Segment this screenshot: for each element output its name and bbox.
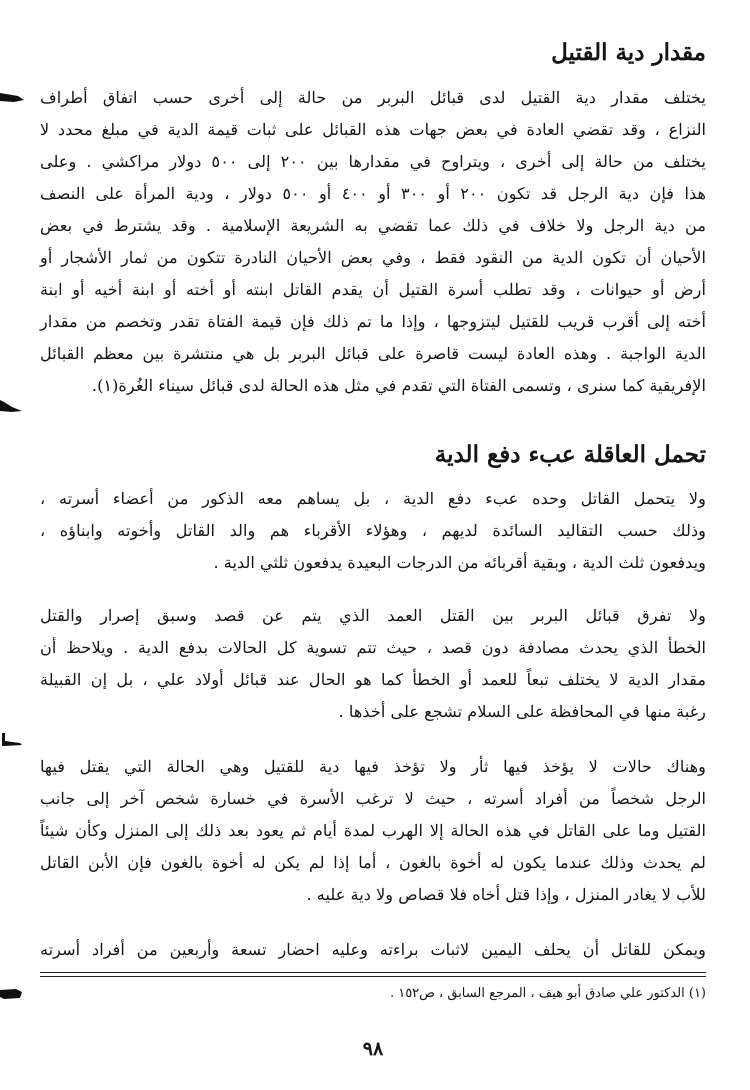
- footnote: (١) الدكتور علي صادق أبو هيف ، المرجع السابق ، ص١٥٢ .: [389, 986, 706, 1001]
- text-line: أخته إلى أقرب قريب للقتيل ليتزوجها ، وإذا ما تم ذلك فإن قيمة الفتاة تقدر وتخصم من مقدار: [40, 312, 706, 331]
- section-heading-aqila-burden: تحمل العاقلة عبء دفع الدية: [434, 441, 706, 468]
- text-line: أرض أو حيوانات ، وقد تطلب أسرة القتيل أن يقدم القاتل ابنته أو أخته أو ابنة أخيه أو ابنة: [40, 280, 706, 299]
- paragraph-diya-amount: [40, 82, 706, 402]
- text-line: الأحيان أن تكون الدية من النقود فقط ، وفي بعض الأحيان النادرة تتكون من ثمار الأشجار أو: [40, 248, 706, 267]
- text-line: لم يحدث وذلك عندما يكون له أخوة بالغون ، أما إذا لم يكن له أخوة بالغون فإن الأبن القاتل: [40, 853, 706, 872]
- scan-binding-mark: [0, 733, 24, 749]
- text-line: يختلف من حالة إلى أخرى ، ويتراوح في مقدارها بين ٢٠٠ إلى ٥٠٠ دولار مراكشي . وعلى: [40, 152, 706, 171]
- text-line: الخطأ الذي يحدث مصادفة دون قصد ، حيث تتم تسوية كل الحالات بدفع الدية . ويلاحظ أن: [40, 638, 706, 657]
- paragraph-exceptions: [40, 751, 706, 911]
- footnote-divider-thin: [40, 976, 706, 977]
- section-heading-diya-amount: مقدار دية القتيل: [551, 39, 706, 66]
- text-line: ويدفعون ثلث الدية ، وبقية أقربائه من الدرجات البعيدة يدفعون ثلثي الدية .: [213, 553, 706, 572]
- text-line: رغبة منها في المحافظة على السلام تشجع على أخذها .: [338, 702, 706, 721]
- text-line: ولا تفرق قبائل البربر بين القتل العمد الذي يتم عن قصد وسبق إصرار والقتل: [40, 606, 706, 625]
- text-line: الرجل شخصاً من أفراد أسرته ، حيث لا ترغب الأسرة في خسارة شخص آخر إلى جانب: [40, 789, 706, 808]
- text-line: وهناك حالات لا يؤخذ فيها ثأر ولا تؤخذ فيها دية للقتيل وهي الحالة التي يقتل فيها: [40, 757, 706, 776]
- text-line: يختلف مقدار دية القتيل لدى قبائل البربر من حالة إلى أخرى حسب اتفاق أطراف: [40, 88, 706, 107]
- paragraph-intent: [40, 600, 706, 728]
- text-line: الإفريقية كما سنرى ، وتسمى الفتاة التي تقدم في مثل هذه الحالة لدى قبائل سيناء الغُرة(١).: [91, 376, 706, 395]
- footnote-divider: [40, 972, 706, 973]
- paragraph-aqila: [40, 483, 706, 579]
- paragraph-oath: [40, 934, 706, 966]
- page-number: ٩٨: [362, 1038, 384, 1060]
- scan-binding-mark: [0, 398, 24, 414]
- text-line: الدية الواجبة . وهذه العادة ليست قاصرة على قبائل البربر بل هي منتشرة بين معظم القبائل: [40, 344, 706, 363]
- text-line: ولا يتحمل القاتل وحده عبء دفع الدية ، بل يساهم معه الذكور من أعضاء أسرته ،: [40, 489, 706, 508]
- scan-binding-mark: [0, 90, 24, 106]
- text-line: القتيل وما على القاتل في هذه الحالة إلا الهرب لمدة أيام ثم يعود بعد ذلك إلى المنزل وكأن شيئاً: [40, 821, 706, 840]
- text-line: وذلك حسب التقاليد السائدة لديهم ، وهؤلاء الأقرباء هم والد القاتل وأخوته وابناؤه ،: [40, 521, 706, 540]
- scan-binding-mark: [0, 986, 24, 1002]
- text-line: للأب لا يغادر المنزل ، وإذا قتل أخاه فلا قصاص ولا دية عليه .: [306, 885, 706, 904]
- text-line: ويمكن للقاتل أن يحلف اليمين لاثبات براءته وعليه احضار تسعة وأربعين من أفراد أسرته: [40, 940, 706, 959]
- text-line: مقدار الدية لا يختلف تبعاً للعمد أو الخطأ كما هو الحال عند قبائل أولاد علي ، بل إن القبيلة: [40, 670, 706, 689]
- text-line: من دية الرجل ولا خلاف في ذلك عما تقضي به الشريعة الإسلامية . وقد يشترط في بعض: [40, 216, 706, 235]
- text-line: هذا فإن دية الرجل قد تكون ٢٠٠ أو ٣٠٠ أو ٤٠٠ أو ٥٠٠ دولار ، ودية المرأة على النصف: [40, 184, 707, 203]
- document-page: [40, 30, 706, 1070]
- text-line: النزاع ، وقد تقضي العادة في بعض جهات هذه القبائل على ثبات قيمة الدية في مبلغ محدد لا: [40, 120, 706, 139]
